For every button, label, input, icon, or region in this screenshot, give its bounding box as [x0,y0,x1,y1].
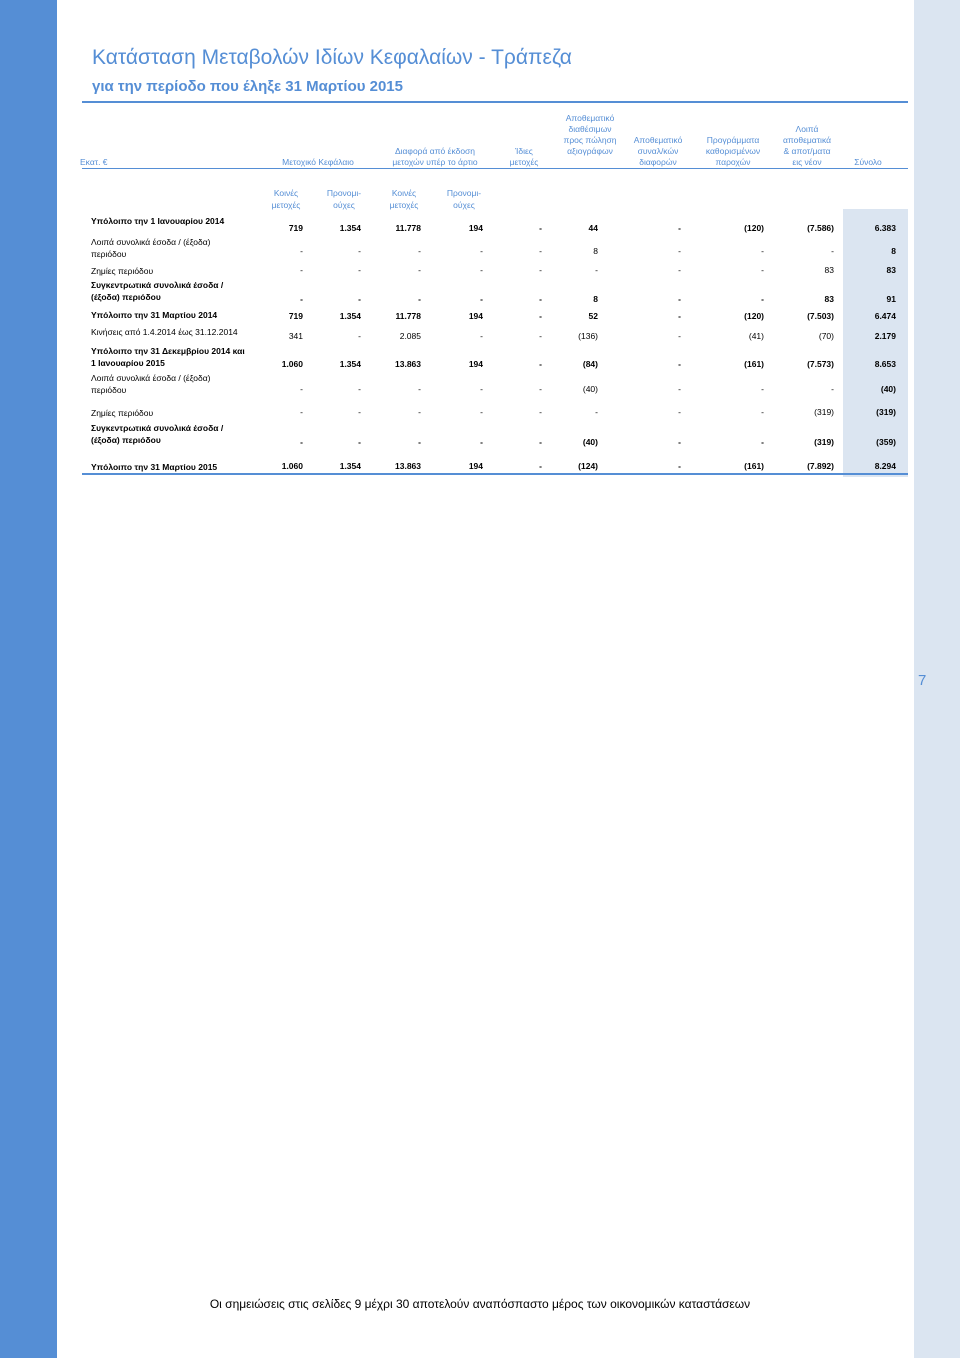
table-cell: - [418,437,421,447]
row-label: Συγκεντρωτικά συνολικά έσοδα / (έξοδα) περιόδου [91,280,224,302]
table-cell: (40) [880,384,896,394]
row-label: Υπόλοιπο την 31 Δεκεμβρίου 2014 και 1 Ιανουαρίου 2015 [91,346,245,368]
subheader-common-shares-premium: Κοινές μετοχές [389,188,419,210]
table-cell: - [678,384,681,394]
table-cell: 194 [468,311,483,321]
table-cell: - [358,331,361,341]
table-cell: 8 [891,246,896,256]
table-cell: 1.060 [281,461,303,471]
row-label: Κινήσεις από 1.4.2014 έως 31.12.2014 [91,327,238,337]
row-label: Ζημίες περιόδου [91,266,154,276]
table-cell: - [358,437,361,447]
table-cell: - [539,246,542,256]
table-cell: - [678,407,681,417]
table-cell: - [539,265,542,275]
header-rule [82,101,908,103]
row-label: Υπόλοιπο την 31 Μαρτίου 2015 [91,462,218,472]
subheader-preference-shares: Προνομι- ούχες [326,188,362,210]
table-cell: (161) [744,359,764,369]
table-cell: - [761,294,764,304]
table-cell: - [678,461,681,471]
table-cell: - [678,246,681,256]
table-cell: - [761,407,764,417]
table-cell: - [539,294,542,304]
table-cell: - [418,384,421,394]
table-cell: (120) [744,223,764,233]
table-cell: - [678,223,681,233]
table-cell: - [300,384,303,394]
table-cell: - [539,461,542,471]
table-cell: 1.354 [339,311,361,321]
table-cell: 1.354 [339,461,361,471]
table-cell: - [300,246,303,256]
table-cell: (7.892) [807,461,834,471]
table-cell: 6.383 [874,223,896,233]
table-cell: - [678,359,681,369]
header-bottom-rule [82,168,908,169]
header-fx-reserve: Αποθεματικό συναλ/κών διαφορών [633,135,683,167]
table-cell: - [595,407,598,417]
table-cell: - [595,265,598,275]
table-cell: 13.863 [395,359,421,369]
table-cell: - [678,294,681,304]
table-cell: (161) [744,461,764,471]
table-cell: - [418,246,421,256]
table-cell: 719 [288,311,303,321]
header-afs-reserve: Αποθεματικό διαθέσιμων προς πώληση αξιογράφων [563,113,617,156]
table-cell: (319) [814,437,834,447]
table-cell: - [831,384,834,394]
table-cell: (120) [744,311,764,321]
table-cell: 1.354 [339,223,361,233]
table-cell: (40) [582,384,598,394]
table-cell: (7.573) [807,359,834,369]
table-bottom-rule [82,473,908,475]
subheader-common-shares: Κοινές μετοχές [271,188,301,210]
table-cell: - [678,311,681,321]
table-cell: (319) [876,407,896,417]
header-share-capital: Μετοχικό Κεφάλαιο [282,157,354,167]
header-share-premium: Διαφορά από έκδοση μετοχών υπέρ το άρτιο [392,146,478,167]
table-cell: (70) [818,331,834,341]
table-cell: 2.085 [399,331,421,341]
header-total: Σύνολο [854,157,882,167]
table-cell: 11.778 [395,311,421,321]
table-cell: 719 [288,223,303,233]
row-label: Ζημίες περιόδου [91,408,154,418]
table-cell: 8 [593,246,598,256]
table-cell: - [418,294,421,304]
table-cell: (124) [578,461,598,471]
table-cell: - [539,331,542,341]
table-cell: 2.179 [874,331,896,341]
page-number: 7 [918,672,927,689]
table-cell: - [418,265,421,275]
table-cell: - [539,437,542,447]
table-cell: 194 [468,461,483,471]
table-cell: - [539,223,542,233]
header-unit: Εκατ. € [80,157,108,167]
table-cell: - [831,246,834,256]
header-other-reserves: Λοιπά αποθεματικά & αποτ/ματα εις νέον [782,124,832,167]
table-cell: - [300,437,303,447]
row-label: Λοιπά συνολικά έσοδα / (έξοδα) περιόδου [91,373,211,395]
table-cell: 11.778 [395,223,421,233]
table-cell: (40) [582,437,598,447]
table-cell: - [358,407,361,417]
subheader-preference-shares-premium: Προνομι- ούχες [446,188,482,210]
table-cell: - [480,265,483,275]
table-cell: 6.474 [874,311,896,321]
table-cell: - [418,407,421,417]
page-subtitle: για την περίοδο που έληξε 31 Μαρτίου 2015 [92,78,403,95]
table-cell: - [300,407,303,417]
table-cell: 83 [824,265,834,275]
table-cell: - [480,294,483,304]
table-cell: - [539,407,542,417]
table-cell: - [761,246,764,256]
table-cell: 194 [468,223,483,233]
header-defined-benefit: Προγράμματα καθορισμένων παροχών [705,135,761,167]
table-cell: - [539,384,542,394]
table-cell: - [539,311,542,321]
table-cell: 1.354 [339,359,361,369]
footer-note: Οι σημειώσεις στις σελίδες 9 μέχρι 30 αποτελούν αναπόσπαστο μέρος των οικονομικών καταστάσεων [209,1297,751,1311]
table-cell: - [678,265,681,275]
table-cell: (319) [814,407,834,417]
table-cell: - [761,384,764,394]
table-cell: 91 [886,294,896,304]
table-cell: - [480,384,483,394]
table-cell: - [678,331,681,341]
table-cell: 1.060 [281,359,303,369]
table-cell: 341 [288,331,303,341]
row-label: Λοιπά συνολικά έσοδα / (έξοδα) περιόδου [91,237,211,259]
table-cell: - [300,265,303,275]
header-treasury-shares: Ίδιες μετοχές [509,146,539,167]
table-cell: (84) [582,359,598,369]
table-cell: 44 [588,223,598,233]
page-title: Κατάσταση Μεταβολών Ιδίων Κεφαλαίων - Τράπεζα [92,46,572,69]
table-cell: - [300,294,303,304]
table-cell: (41) [748,331,764,341]
table-cell: - [480,331,483,341]
row-label: Υπόλοιπο την 1 Ιανουαρίου 2014 [91,216,225,226]
table-cell: 194 [468,359,483,369]
table-cell: 83 [886,265,896,275]
table-cell: - [480,437,483,447]
table-cell: - [358,384,361,394]
table-cell: 8.653 [874,359,896,369]
table-cell: (7.503) [807,311,834,321]
row-label: Υπόλοιπο την 31 Μαρτίου 2014 [91,310,218,320]
table-cell: 83 [824,294,834,304]
table-cell: - [358,294,361,304]
table-cell: - [480,246,483,256]
table-cell: 52 [588,311,598,321]
table-cell: 8 [593,294,598,304]
table-cell: 8.294 [874,461,896,471]
table-cell: - [539,359,542,369]
row-label: Συγκεντρωτικά συνολικά έσοδα / (έξοδα) περιόδου [91,423,224,445]
table-cell: - [358,246,361,256]
table-cell: - [480,407,483,417]
table-cell: (136) [578,331,598,341]
left-decorative-bar [0,0,57,1358]
table-cell: (359) [876,437,896,447]
table-cell: 13.863 [395,461,421,471]
table-cell: (7.586) [807,223,834,233]
table-cell: - [358,265,361,275]
table-cell: - [761,437,764,447]
table-cell: - [761,265,764,275]
table-cell: - [678,437,681,447]
